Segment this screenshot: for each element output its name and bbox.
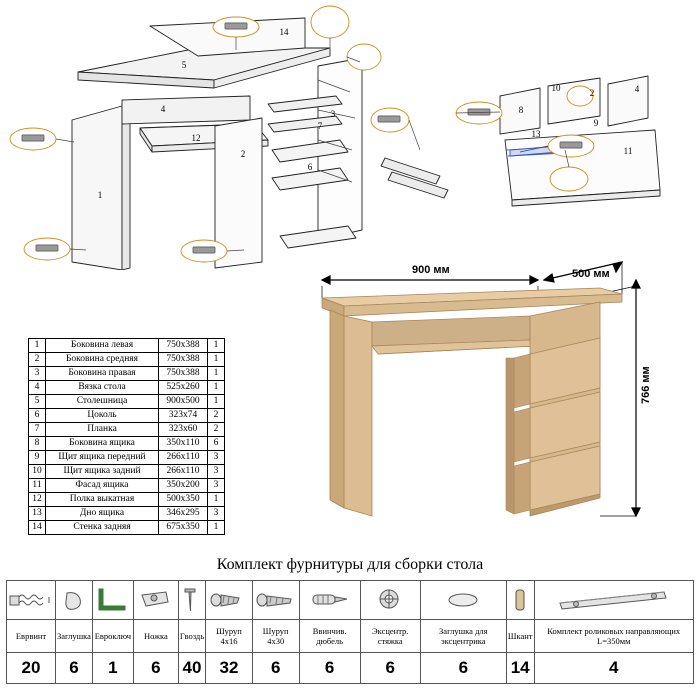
euro-screw-icon: [7, 587, 55, 613]
kit-item-name: Заглушка: [56, 620, 93, 653]
part-size: 346x295: [159, 507, 208, 521]
part-qty: 1: [208, 381, 225, 395]
kit-icon-cell: [178, 581, 205, 620]
kit-item-name: Заглушка для эксцентрика: [420, 620, 506, 653]
cap-plug-icon: [57, 587, 91, 613]
table-row: [29, 409, 225, 423]
part-qty: 3: [208, 451, 225, 465]
leg-icon: [134, 587, 178, 613]
part-size: 323x60: [159, 423, 208, 437]
part-qty: 1: [208, 353, 225, 367]
part-qty: 3: [208, 465, 225, 479]
svg-text:7: 7: [317, 121, 323, 131]
part-qty: 1: [208, 395, 225, 409]
part-num: 6: [29, 409, 46, 423]
dimension-depth-label: 500 мм: [572, 268, 610, 280]
part-size: 750x388: [159, 339, 208, 353]
part-name: Стенка задняя: [46, 521, 159, 535]
part-size: 750x388: [159, 353, 208, 367]
part-size: 900x500: [159, 395, 208, 409]
part-name: Боковина средняя: [46, 353, 159, 367]
kit-item-count: 20: [7, 653, 56, 684]
kit-icon-cell: [360, 581, 420, 620]
part-name: Дно ящика: [46, 507, 159, 521]
kit-item-count: 14: [506, 653, 534, 684]
svg-text:2: 2: [589, 88, 595, 98]
part-name: Боковина левая: [46, 339, 159, 353]
part-size: 500x350: [159, 493, 208, 507]
svg-text:11: 11: [623, 146, 633, 156]
table-row: [29, 381, 225, 395]
dimension-width-label: 900 мм: [412, 264, 450, 276]
kit-item-count: 6: [133, 653, 178, 684]
part-name: Боковина ящика: [46, 437, 159, 451]
part-num: 14: [29, 521, 46, 535]
screw-4x30-icon: [255, 587, 297, 613]
kit-icon-cell: [133, 581, 178, 620]
part-name: Цоколь: [46, 409, 159, 423]
part-name: Столешница: [46, 395, 159, 409]
table-row: [29, 437, 225, 451]
kit-item-name: Еврвинт: [7, 620, 56, 653]
part-name: Щит ящика передний: [46, 451, 159, 465]
part-qty: 2: [208, 409, 225, 423]
hardware-kit-table: [6, 580, 694, 684]
dimension-height-label: 766 мм: [640, 366, 652, 404]
part-num: 5: [29, 395, 46, 409]
table-row: [29, 423, 225, 437]
part-num: 10: [29, 465, 46, 479]
svg-text:10: 10: [551, 83, 561, 93]
table-row: [29, 367, 225, 381]
table-row: [29, 493, 225, 507]
part-num: 12: [29, 493, 46, 507]
part-qty: 6: [208, 437, 225, 451]
part-name: Полка выкатная: [46, 493, 159, 507]
svg-text:5: 5: [181, 60, 187, 70]
part-name: Фасад ящика: [46, 479, 159, 493]
table-row: [29, 479, 225, 493]
part-size: 675x350: [159, 521, 208, 535]
part-num: 3: [29, 367, 46, 381]
part-qty: 2: [208, 423, 225, 437]
screw-4x16-icon: [208, 587, 250, 613]
part-size: 350x110: [159, 437, 208, 451]
kit-icon-cell: [506, 581, 534, 620]
kit-item-count: 6: [299, 653, 360, 684]
part-name: Планка: [46, 423, 159, 437]
part-name: Щит ящика задний: [46, 465, 159, 479]
part-num: 8: [29, 437, 46, 451]
svg-text:13: 13: [531, 129, 541, 139]
finished-desk-illustration: [300, 258, 690, 548]
table-row: [29, 465, 225, 479]
parts-list-table: [28, 338, 225, 535]
part-num: 7: [29, 423, 46, 437]
part-size: 266x110: [159, 451, 208, 465]
table-row: [29, 395, 225, 409]
hardware-kit-title: Комплект фурнитуры для сборки стола: [216, 556, 484, 573]
kit-item-count: 40: [178, 653, 205, 684]
euro-key-icon: [93, 587, 133, 613]
kit-item-name: Евроключ: [92, 620, 133, 653]
kit-icon-cell: [299, 581, 360, 620]
kit-item-count: 6: [420, 653, 506, 684]
kit-item-name: Шкант: [506, 620, 534, 653]
kit-item-name: Ножка: [133, 620, 178, 653]
screw-in-dowel-icon: [307, 587, 353, 613]
kit-icon-cell: [92, 581, 133, 620]
kit-item-name: Ввинчив. дюбель: [299, 620, 360, 653]
kit-icon-cell: [420, 581, 506, 620]
kit-icon-cell: [534, 581, 694, 620]
kit-item-name: Гвоздь: [178, 620, 205, 653]
svg-text:1: 1: [97, 190, 103, 200]
svg-text:9: 9: [593, 118, 599, 128]
table-row: [29, 507, 225, 521]
kit-icon-cell: [56, 581, 93, 620]
part-size: 750x388: [159, 367, 208, 381]
kit-item-count: 6: [252, 653, 299, 684]
part-size: 266x110: [159, 465, 208, 479]
part-qty: 3: [208, 479, 225, 493]
part-num: 2: [29, 353, 46, 367]
part-num: 1: [29, 339, 46, 353]
svg-text:8: 8: [518, 105, 524, 115]
part-num: 4: [29, 381, 46, 395]
part-qty: 1: [208, 493, 225, 507]
part-size: 323x74: [159, 409, 208, 423]
kit-item-name: Шуруп 4х16: [206, 620, 253, 653]
table-row: [29, 353, 225, 367]
svg-text:14: 14: [279, 27, 289, 37]
table-row: [29, 339, 225, 353]
kit-icon-cell: [7, 581, 56, 620]
part-num: 9: [29, 451, 46, 465]
part-qty: 3: [208, 507, 225, 521]
part-name: Вязка стола: [46, 381, 159, 395]
eccentric-tie-icon: [372, 586, 408, 614]
part-qty: 1: [208, 339, 225, 353]
kit-item-count: 6: [360, 653, 420, 684]
table-row: [29, 521, 225, 535]
part-size: 350x200: [159, 479, 208, 493]
roller-slides-icon: [554, 587, 674, 613]
svg-text:12: 12: [191, 133, 201, 143]
kit-item-count: 32: [206, 653, 253, 684]
kit-icon-cell: [252, 581, 299, 620]
part-qty: 1: [208, 521, 225, 535]
part-size: 525x260: [159, 381, 208, 395]
eccentric-cap-icon: [442, 589, 484, 611]
kit-icon-cell: [206, 581, 253, 620]
svg-text:3: 3: [330, 109, 336, 119]
part-qty: 1: [208, 367, 225, 381]
part-num: 11: [29, 479, 46, 493]
kit-item-name: Шуруп 4х30: [252, 620, 299, 653]
svg-text:4: 4: [634, 84, 640, 94]
dowel-icon: [507, 586, 533, 614]
part-name: Боковина правая: [46, 367, 159, 381]
kit-item-name: Эксцентр. стяжка: [360, 620, 420, 653]
kit-item-name: Комплект роликовых направляющих L=350мм: [534, 620, 694, 653]
svg-text:2: 2: [240, 149, 246, 159]
exploded-assembly-diagram: [0, 0, 700, 270]
table-row: [29, 451, 225, 465]
kit-item-count: 6: [56, 653, 93, 684]
svg-text:6: 6: [307, 162, 313, 172]
nail-icon: [181, 586, 203, 614]
part-num: 13: [29, 507, 46, 521]
kit-item-count: 4: [534, 653, 694, 684]
kit-item-count: 1: [92, 653, 133, 684]
svg-text:4: 4: [160, 104, 166, 114]
